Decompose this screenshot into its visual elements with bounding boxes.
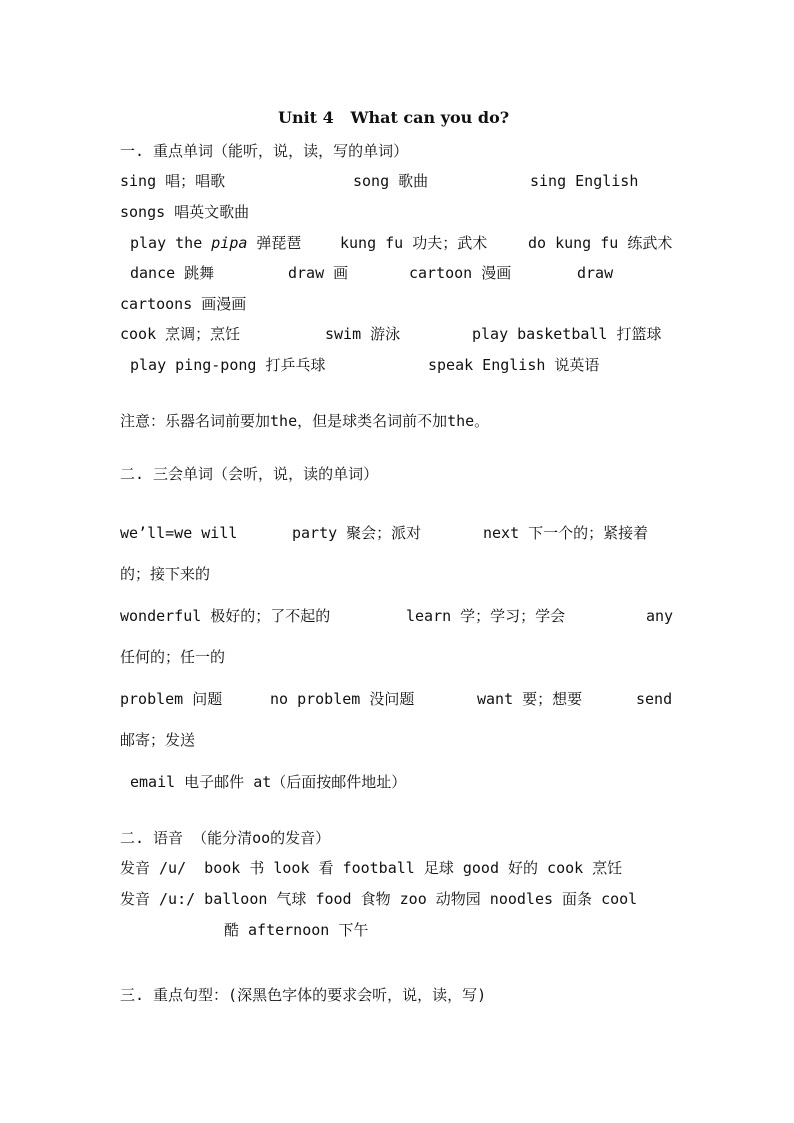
- s1-line1-c: sing English: [530, 172, 639, 190]
- s1-line4-a: dance 跳舞: [130, 264, 215, 282]
- s3-line1: 发音 /u/ book 书 look 看 football 足球 good 好的 cook 烹饪: [120, 859, 623, 877]
- s2-line1-c: next 下一个的；紧接着: [483, 524, 649, 542]
- s2-line5-a: problem 问题: [120, 690, 223, 708]
- s1-line5: cartoons 画漫画: [120, 295, 247, 313]
- s1-line3-c: do kung fu 练武术: [528, 234, 673, 252]
- s2-line2: 的；接下来的: [120, 565, 211, 583]
- s1-line4-c: cartoon 漫画: [409, 264, 512, 282]
- s2-line3-b: learn 学；学习；学会: [406, 607, 566, 625]
- s1-line2: songs 唱英文歌曲: [120, 203, 250, 221]
- s1-line6-a: cook 烹调；烹饪: [120, 325, 241, 343]
- s1-note: 注意：乐器名词前要加the，但是球类名词前不加the。: [120, 412, 490, 430]
- s2-line5-b: no problem 没问题: [270, 690, 415, 708]
- s2-line1-b: party 聚会；派对: [292, 524, 422, 542]
- s1-line3-b: kung fu 功夫；武术: [340, 234, 488, 252]
- unit-title: Unit 4 What can you do?: [278, 108, 510, 127]
- s1-line7-a: play ping-pong 打乒乓球: [130, 356, 326, 374]
- s1-line4-d: draw: [577, 264, 614, 282]
- s1-line4-b: draw 画: [288, 264, 349, 282]
- section4-heading: 三. 重点句型：(深黑色字体的要求会听，说，读，写): [120, 986, 487, 1004]
- s1-line1-a: sing 唱；唱歌: [120, 172, 226, 190]
- s1-line6-c: play basketball 打篮球: [472, 325, 662, 343]
- s1-line3-a2: pipa: [211, 234, 248, 252]
- s2-line7: email 电子邮件 at（后面按邮件地址）: [130, 773, 407, 791]
- s3-line3: 酷 afternoon 下午: [224, 921, 369, 939]
- s1-line3-a: [130, 233, 301, 253]
- s2-line1-a: we’ll=we will: [120, 524, 238, 542]
- s1-line6-b: swim 游泳: [325, 325, 401, 343]
- s3-line2: 发音 /u:/ balloon 气球 food 食物 zoo 动物园 noodles 面条 cool: [120, 890, 638, 908]
- s1-line3-a1: play the: [130, 234, 212, 252]
- section3-heading: 二. 语音 （能分清oo的发音）: [120, 829, 331, 847]
- s1-line7-b: speak English 说英语: [428, 356, 600, 374]
- s1-line1-b: song 歌曲: [353, 172, 429, 190]
- s2-line6: 邮寄；发送: [120, 731, 196, 749]
- s2-line3-c: any: [646, 607, 674, 625]
- section2-heading: 二. 三会单词（会听，说，读的单词）: [120, 465, 379, 483]
- s2-line3-a: wonderful 极好的；了不起的: [120, 607, 331, 625]
- s2-line4: 任何的；任一的: [120, 648, 226, 666]
- s1-line3-a3: 弹琵琶: [247, 234, 302, 252]
- section1-heading: 一. 重点单词（能听，说，读，写的单词）: [120, 142, 409, 160]
- s2-line5-c: want 要；想要: [477, 690, 583, 708]
- s2-line5-d: send: [636, 690, 673, 708]
